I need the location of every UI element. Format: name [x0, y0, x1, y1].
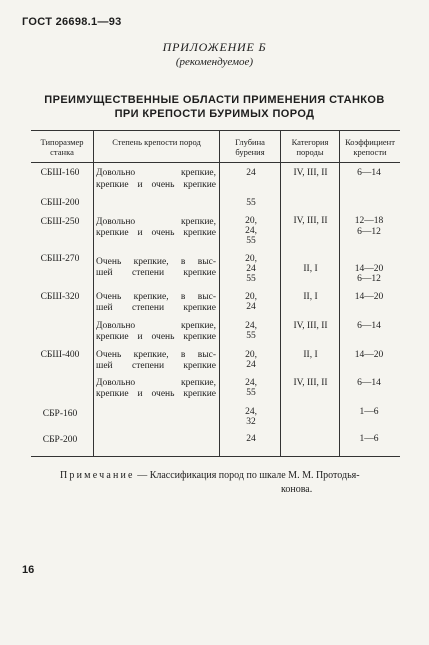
table-cell-depth: 24	[246, 264, 256, 274]
table-cell-coefficient: 12—18	[354, 216, 384, 226]
page-number: 16	[22, 564, 35, 576]
appendix-subtitle: (рекомендуемое)	[175, 56, 254, 68]
column-header-model: Типоразмер станка	[40, 137, 84, 157]
table-cell-degree: Довольно крепкие,	[96, 217, 216, 227]
column-header-depth: Глубина бурения	[235, 137, 265, 157]
table-cell-coefficient: 6—12	[357, 227, 381, 237]
column-header-category: Категория породы	[291, 137, 329, 157]
table-cell-coefficient: 6—14	[357, 321, 381, 331]
table-cell-degree: Довольно крепкие,	[96, 168, 216, 178]
column-divider	[93, 130, 94, 456]
table-cell-depth: 55	[246, 236, 256, 246]
table-cell-category: IV, III, II	[293, 216, 328, 226]
table-cell-coefficient: 1—6	[359, 434, 379, 444]
table-cell-model: СБШ-400	[40, 350, 80, 360]
table-cell-degree: шей степени крепкие	[96, 303, 216, 313]
table-cell-coefficient: 1—6	[359, 407, 379, 417]
table-cell-model: СБШ-320	[40, 292, 80, 302]
table-cell-depth: 55	[246, 198, 256, 208]
table-cell-depth: 24,	[245, 226, 257, 236]
table-cell-depth: 20,	[245, 216, 257, 226]
note-label: Примечание	[60, 470, 135, 481]
table-cell-depth: 20,	[245, 350, 257, 360]
table-cell-depth: 24	[246, 360, 256, 370]
heading-line-2: ПРИ КРЕПОСТИ БУРИМЫХ ПОРОД	[114, 108, 315, 120]
table-note	[60, 469, 390, 497]
table-cell-model: СБШ-270	[40, 254, 80, 264]
table-cell-depth: 24	[246, 168, 256, 178]
column-header-degree: Степень крепости пород	[112, 137, 201, 147]
table-cell-category: IV, III, II	[293, 168, 328, 178]
table-cell-depth: 24,	[245, 321, 257, 331]
table-cell-depth: 20,	[245, 292, 257, 302]
note-text: — Классификация пород по шкале М. М. Протодья-	[134, 470, 360, 481]
table-cell-depth: 24,	[245, 407, 257, 417]
table-top-rule	[31, 130, 400, 131]
table-cell-model: СБШ-200	[40, 198, 80, 208]
table-cell-category: IV, III, II	[293, 321, 328, 331]
table-cell-coefficient: 6—12	[357, 274, 381, 284]
table-cell-coefficient: 14—20	[354, 264, 384, 274]
table-cell-model: СБР-200	[42, 435, 78, 445]
table-cell-degree: крепкие и очень крепкие	[96, 332, 216, 342]
table-cell-category: II, I	[303, 264, 318, 274]
table-cell-depth: 20,	[245, 254, 257, 264]
table-cell-degree: Очень крепкие, в выс-	[96, 350, 216, 360]
table-cell-coefficient: 6—14	[357, 378, 381, 388]
column-divider	[280, 130, 281, 456]
table-cell-model: СБШ-160	[40, 168, 80, 178]
table-cell-model: СБР-160	[42, 409, 78, 419]
table-header-rule	[31, 162, 400, 163]
table-cell-category: II, I	[303, 350, 318, 360]
document-code: ГОСТ 26698.1—93	[22, 16, 122, 28]
heading-line-1: ПРЕИМУЩЕСТВЕННЫЕ ОБЛАСТИ ПРИМЕНЕНИЯ СТАНКОВ	[44, 94, 385, 106]
table-cell-category: II, I	[303, 292, 318, 302]
appendix-title: ПРИЛОЖЕНИЕ Б	[162, 40, 267, 54]
table-cell-degree: Очень крепкие, в выс-	[96, 292, 216, 302]
table-cell-coefficient: 6—14	[357, 168, 381, 178]
table-cell-depth: 55	[246, 274, 256, 284]
table-cell-degree: крепкие и очень крепкие	[96, 389, 216, 399]
column-header-coefficient: Коэффициент крепости	[345, 137, 395, 157]
table-cell-depth: 32	[246, 417, 256, 427]
column-divider	[219, 130, 220, 456]
table-cell-coefficient: 14—20	[354, 292, 384, 302]
table-cell-degree: Довольно крепкие,	[96, 321, 216, 331]
table-cell-degree: Очень крепкие, в выс-	[96, 257, 216, 267]
table-cell-depth: 24	[246, 302, 256, 312]
column-divider	[339, 130, 340, 456]
table-cell-depth: 24,	[245, 378, 257, 388]
table-cell-depth: 55	[246, 388, 256, 398]
note-text-continuation: конова.	[281, 484, 313, 495]
table-cell-degree: шей степени крепкие	[96, 268, 216, 278]
table-cell-depth: 55	[246, 331, 256, 341]
table-cell-degree: шей степени крепкие	[96, 361, 216, 371]
table-cell-degree: крепкие и очень крепкие	[96, 228, 216, 238]
table-cell-model: СБШ-250	[40, 217, 80, 227]
table-bottom-rule	[31, 456, 400, 457]
table-cell-degree: Довольно крепкие,	[96, 378, 216, 388]
table-cell-degree: крепкие и очень крепкие	[96, 180, 216, 190]
table-cell-category: IV, III, II	[293, 378, 328, 388]
table-cell-depth: 24	[246, 434, 256, 444]
table-cell-coefficient: 14—20	[354, 350, 384, 360]
